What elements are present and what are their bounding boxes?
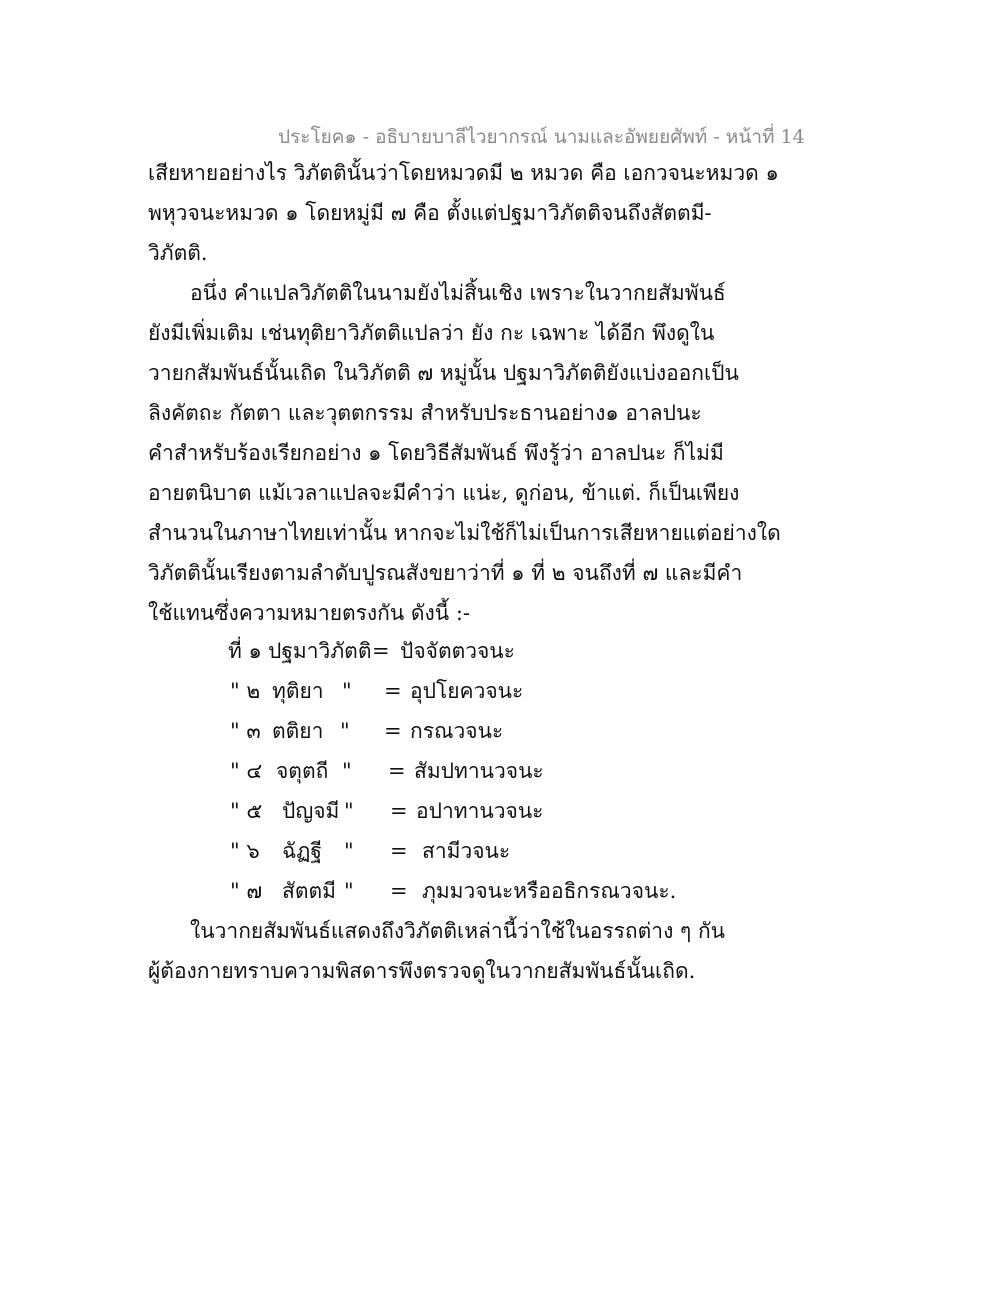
text-line: ยังมีเพิ่มเติม เช่นทุติยาวิภัตติแปลว่า ยัง กะ เฉพาะ ได้อีก พึงดูใน <box>148 321 715 345</box>
text-line: อายตนิบาต แม้เวลาแปลจะมีคำว่า แน่ะ, ดูก่อน, ข้าแต่. ก็เป็นเพียง <box>148 481 740 505</box>
table-value: ปัจจัตตวจนะ <box>400 639 515 663</box>
table-ditto: " <box>344 879 354 903</box>
table-ditto: " <box>342 679 352 703</box>
table-equals: = <box>390 879 408 903</box>
table-name: ปัญจมี <box>282 799 340 823</box>
table-ditto: " <box>344 799 354 823</box>
table-value: อปาทานวจนะ <box>416 799 544 823</box>
table-name: จตุตถี <box>276 759 329 783</box>
text-line: วิภัตตินั้นเรียงตามลำดับปูรณสังขยาว่าที่ ๑ ที่ ๒ จนถึงที่ ๗ และมีคำ <box>148 561 743 585</box>
table-value: กรณวจนะ <box>410 719 504 743</box>
text-line: วายกสัมพันธ์นั้นเถิด ในวิภัตติ ๗ หมู่นั้น ปฐมาวิภัตติยังแบ่งออกเป็น <box>148 361 739 385</box>
table-index: " ๔ <box>230 759 263 783</box>
table-ditto: " <box>344 839 354 863</box>
table-name: ตติยา <box>272 719 324 743</box>
table-index: " ๕ <box>230 799 263 823</box>
text-line: สำนวนในภาษาไทยเท่านั้น หากจะไม่ใช้ก็ไม่เป็นการเสียหายแต่อย่างใด <box>148 521 781 545</box>
table-equals: = <box>372 639 390 663</box>
table-equals: = <box>384 679 402 703</box>
table-value: สามีวจนะ <box>422 839 511 863</box>
page-header: ประโยค๑ - อธิบายบาลีไวยากรณ์ นามและอัพยยศัพท์ - หน้าที่ 14 <box>278 126 805 148</box>
table-equals: = <box>390 799 408 823</box>
table-index: " ๗ <box>230 879 263 903</box>
table-value: ภุมมวจนะหรืออธิกรณวจนะ. <box>422 879 677 903</box>
text-line: พหุวจนะหมวด ๑ โดยหมู่มี ๗ คือ ตั้งแต่ปฐมาวิภัตติจนถึงสัตตมี- <box>148 201 712 225</box>
table-equals: = <box>388 759 406 783</box>
table-equals: = <box>384 719 402 743</box>
table-ditto: " <box>342 759 352 783</box>
text-line: คำสำหรับร้องเรียกอย่าง ๑ โดยวิธีสัมพันธ์ พึงรู้ว่า อาลปนะ ก็ไม่มี <box>148 441 724 465</box>
table-name: ปฐมาวิภัตติ <box>268 639 372 663</box>
text-line: เสียหายอย่างไร วิภัตตินั้นว่าโดยหมวดมี ๒ หมวด คือ เอกวจนะหมวด ๑ <box>148 161 779 185</box>
table-index: " ๒ <box>230 679 261 703</box>
text-line: ใช้แทนซึ่งความหมายตรงกัน ดังนี้ :- <box>148 601 471 625</box>
table-ditto: " <box>340 719 350 743</box>
text-line: ผู้ต้องกายทราบความพิสดารพึงตรวจดูในวากยสัมพันธ์นั้นเถิด. <box>148 959 696 983</box>
text-line: อนึ่ง คำแปลวิภัตติในนามยังไม่สิ้นเชิง เพราะในวากยสัมพันธ์ <box>190 281 726 305</box>
table-index: " ๓ <box>230 719 261 743</box>
table-name: ทุติยา <box>272 679 324 703</box>
table-name: ฉัฏฐี <box>282 839 322 863</box>
table-value: สัมปทานวจนะ <box>414 759 544 783</box>
table-name: สัตตมี <box>282 879 336 903</box>
text-line: ลิงคัตถะ กัตตา และวุตตกรรม สำหรับประธานอย่าง๑ อาลปนะ <box>148 401 702 425</box>
table-index: " ๖ <box>230 839 260 863</box>
table-value: อุปโยควจนะ <box>410 679 524 703</box>
text-line: วิภัตติ. <box>148 241 208 265</box>
table-index: ที่ ๑ <box>228 639 262 663</box>
text-line: ในวากยสัมพันธ์แสดงถึงวิภัตติเหล่านี้ว่าใช้ในอรรถต่าง ๆ กัน <box>190 919 726 943</box>
table-equals: = <box>390 839 408 863</box>
